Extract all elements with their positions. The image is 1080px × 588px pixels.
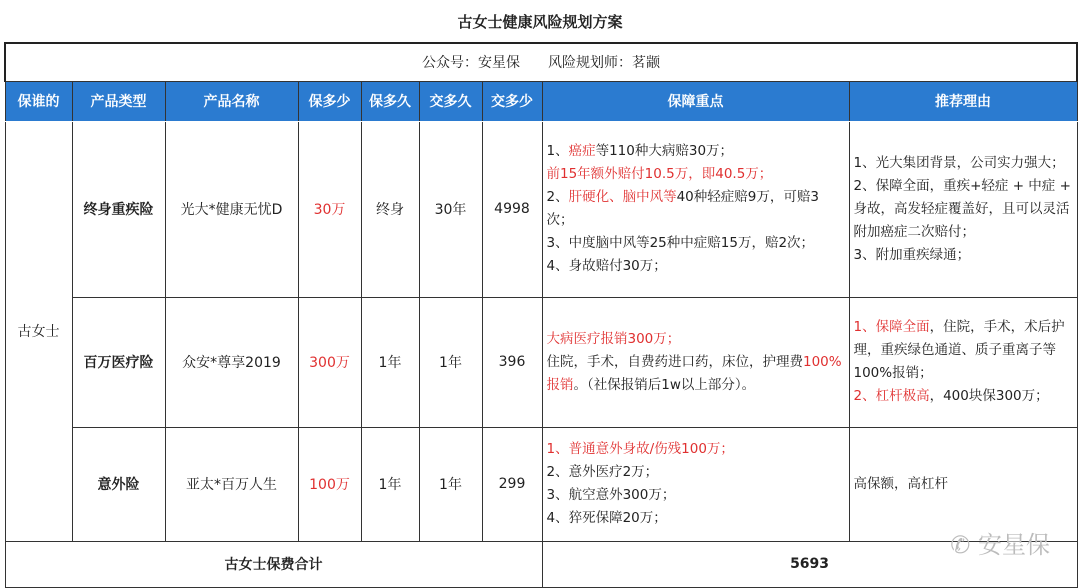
coverage-cell <box>542 121 849 297</box>
subtitle: 公众号：安星保 风险规划师：茗颛 <box>5 43 1077 81</box>
coverage-line <box>547 140 845 163</box>
reason-line <box>854 152 1073 175</box>
column-header: 交多久 <box>419 81 482 121</box>
payment-term: 1年 <box>419 427 482 541</box>
table-row <box>5 297 1077 427</box>
text-segment: 住院，手术，自费药进口药，床位，护理费 <box>546 353 803 370</box>
text-segment: 2、 <box>546 189 569 205</box>
column-header: 保障重点 <box>542 81 849 121</box>
text-segment: 肝硬化、脑中风等 <box>568 189 677 205</box>
text-segment: 2、杠杆极高 <box>853 388 930 404</box>
coverage-amount: 300万 <box>298 297 361 427</box>
reason-line <box>854 385 1073 408</box>
premium: 299 <box>482 427 542 541</box>
watermark <box>950 525 1050 560</box>
text-segment: 等110种大病赔30万； <box>595 143 734 159</box>
text-segment: 2、保障全面，重疾+轻症 + 中症 + 身故，高发轻症覆盖好，且可以灵活附加癌症二次赔付； <box>853 177 1071 240</box>
text-segment: 前15年额外赔付10.5万，即40.5万； <box>546 166 773 182</box>
coverage-amount: 100万 <box>298 427 361 541</box>
table-row <box>5 121 1077 297</box>
text-segment: 高保额，高杠杆 <box>853 475 948 492</box>
text-segment: 1、光大集团背景，公司实力强大； <box>853 154 1065 171</box>
coverage-line <box>547 255 845 278</box>
coverage-line <box>547 438 845 461</box>
text-segment: 癌症 <box>568 143 596 159</box>
text-segment: 4、身故赔付30万； <box>546 258 667 274</box>
text-segment: 40种轻症赔9万，可赔3次； <box>546 189 819 228</box>
text-segment: 1、普通意外身故/伤残100万； <box>546 441 734 457</box>
coverage-amount: 30万 <box>298 121 361 297</box>
column-header: 推荐理由 <box>849 81 1077 121</box>
text-segment: 1、 <box>546 143 569 159</box>
watermark-text: 安星保 <box>978 531 1050 559</box>
coverage-cell <box>542 427 849 541</box>
coverage-line <box>547 163 845 186</box>
product-type: 百万医疗险 <box>72 297 165 427</box>
coverage-term: 终身 <box>361 121 419 297</box>
text-segment: ，400块保300万； <box>929 388 1049 404</box>
payment-term: 1年 <box>419 297 482 427</box>
premium: 4998 <box>482 121 542 297</box>
table-row <box>5 427 1077 541</box>
text-segment: 3、中度脑中风等25种中症赔15万，赔2次； <box>546 235 815 251</box>
text-segment: 2、意外医疗2万； <box>546 464 659 480</box>
product-type: 意外险 <box>72 427 165 541</box>
coverage-line <box>547 232 845 255</box>
reason-cell <box>849 427 1077 541</box>
coverage-line <box>547 461 845 484</box>
column-header: 产品名称 <box>165 81 298 121</box>
reason-line <box>854 244 1073 267</box>
text-segment: 大病医疗报销300万； <box>546 330 681 347</box>
text-segment: 100%报销 <box>546 353 842 393</box>
column-header: 产品类型 <box>72 81 165 121</box>
total-value: 5693 <box>542 541 1077 587</box>
text-segment: ，住院，手术，术后护理，重疾绿色通道、质子重离子等100%报销； <box>853 319 1065 381</box>
reason-line <box>854 316 1073 385</box>
product-name: 光大*健康无忧D <box>165 121 298 297</box>
column-header: 保谁的 <box>5 81 72 121</box>
plan-table <box>4 42 1078 588</box>
product-name: 众安*尊享2019 <box>165 297 298 427</box>
reason-line <box>854 473 1073 496</box>
product-name: 亚太*百万人生 <box>165 427 298 541</box>
column-header: 保多少 <box>298 81 361 121</box>
insured-cell: 古女士 <box>5 121 72 541</box>
coverage-term: 1年 <box>361 297 419 427</box>
coverage-term: 1年 <box>361 427 419 541</box>
coverage-line <box>547 328 845 351</box>
text-segment: 4、猝死保障20万； <box>546 510 667 526</box>
total-label: 古女士保费合计 <box>5 541 542 587</box>
coverage-line <box>547 507 845 530</box>
column-header: 保多久 <box>361 81 419 121</box>
text-segment: 3、附加重疾绿通； <box>853 246 971 263</box>
text-segment: 。（社保报销后1w以上部分）。 <box>573 376 756 393</box>
text-segment: 3、航空意外300万； <box>546 487 676 503</box>
coverage-cell <box>542 297 849 427</box>
product-type: 终身重疾险 <box>72 121 165 297</box>
column-header: 交多少 <box>482 81 542 121</box>
page-title: 古女士健康风险规划方案 <box>457 13 623 31</box>
payment-term: 30年 <box>419 121 482 297</box>
text-segment: 1、保障全面 <box>853 319 930 335</box>
wechat-icon: ✆ <box>950 531 978 559</box>
reason-cell <box>849 297 1077 427</box>
premium: 396 <box>482 297 542 427</box>
reason-cell <box>849 121 1077 297</box>
coverage-line <box>547 186 845 232</box>
reason-line <box>854 175 1073 244</box>
coverage-line <box>547 484 845 507</box>
coverage-line <box>547 351 845 397</box>
